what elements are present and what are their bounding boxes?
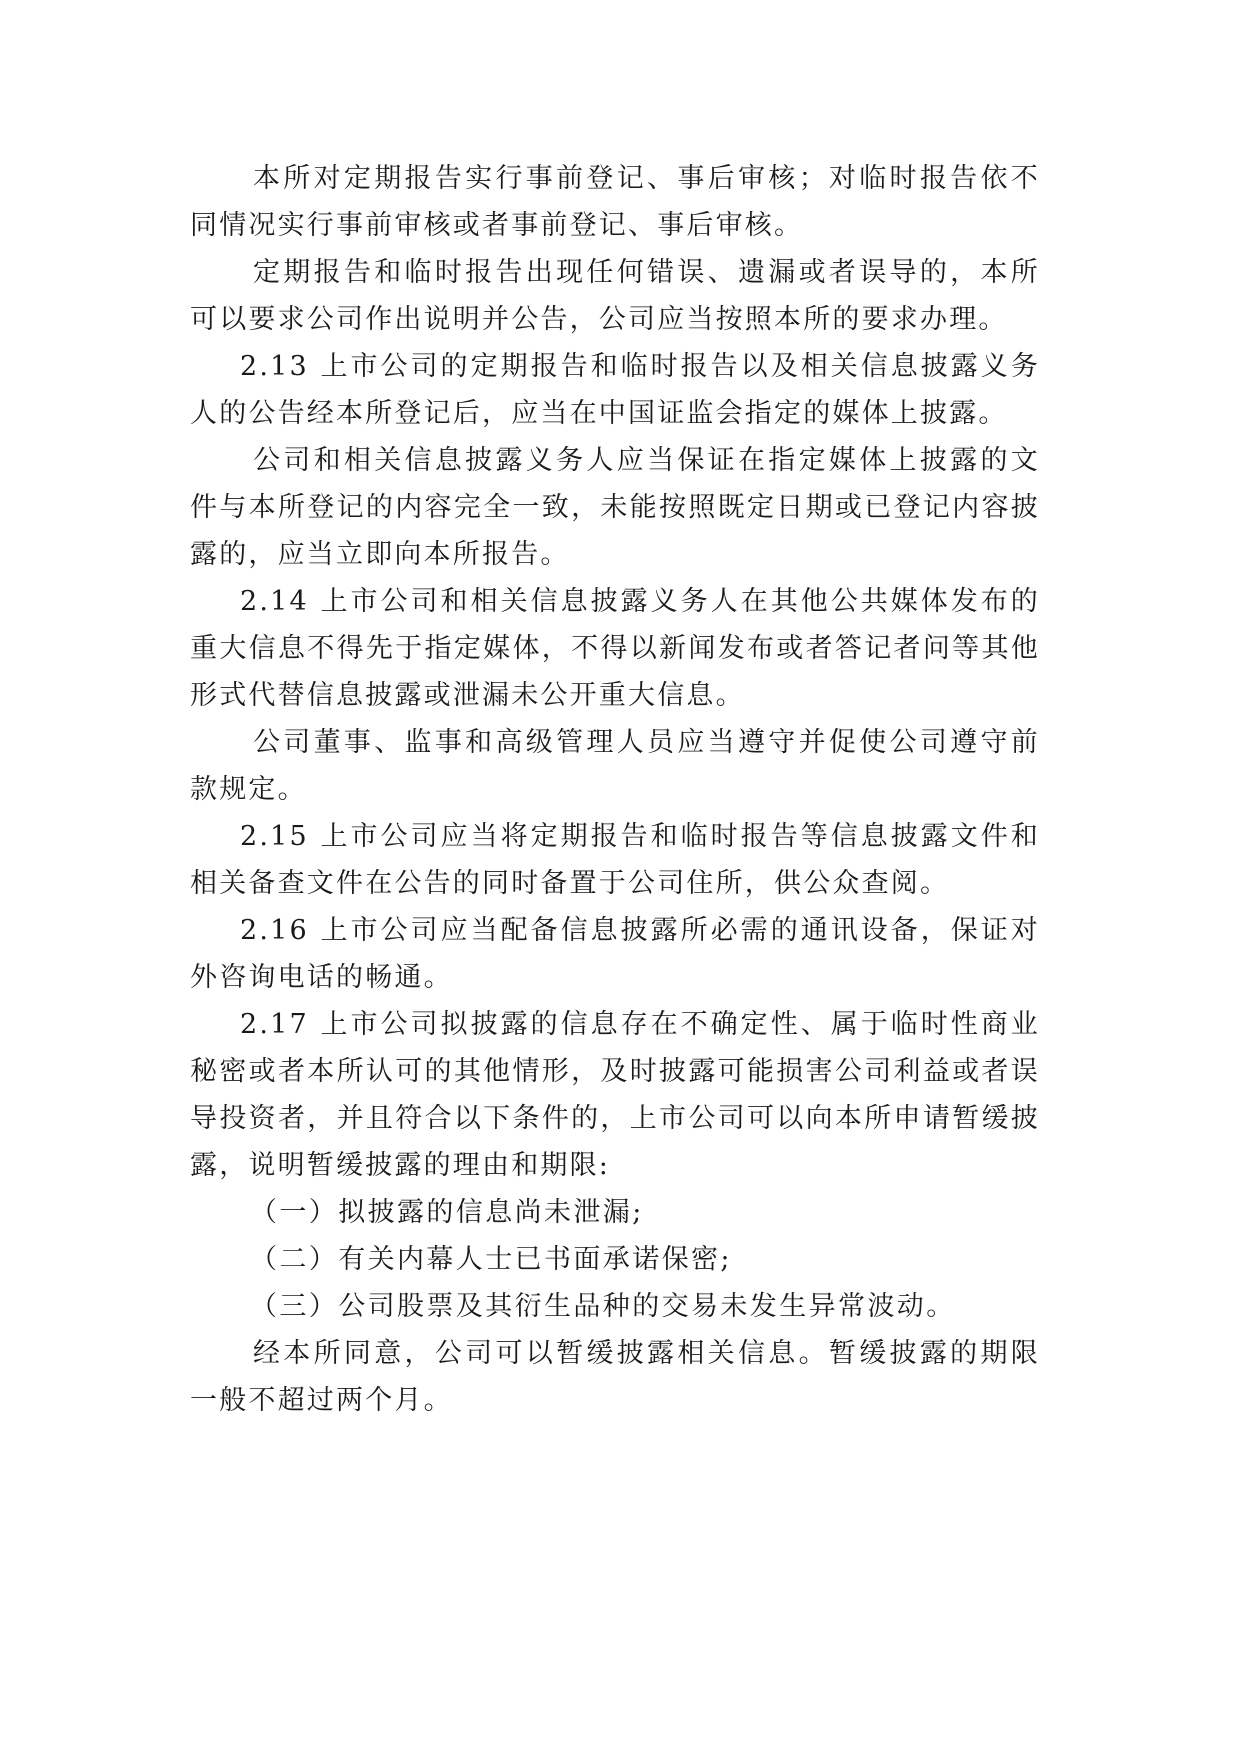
paragraph-2-16: 2.16 上市公司应当配备信息披露所必需的通讯设备，保证对外咨询电话的畅通。 — [190, 915, 1040, 993]
paragraph-deferral-period: 经本所同意，公司可以暂缓披露相关信息。暂缓披露的期限一般不超过两个月。 — [190, 1338, 1040, 1416]
paragraph-2-17: 2.17 上市公司拟披露的信息存在不确定性、属于临时性商业秘密或者本所认可的其他情形，及时披露可能损害公司利益或者误导投资者，并且符合以下条件的，上市公司可以向本所申请暂缓披露，说明暂缓披露的理由和期限: — [190, 1009, 1040, 1181]
paragraph-errors-explanation: 定期报告和临时报告出现任何错误、遗漏或者误导的，本所可以要求公司作出说明并公告，公司应当按照本所的要求办理。 — [190, 257, 1040, 335]
condition-item-3: （三）公司股票及其衍生品种的交易未发生异常波动。 — [250, 1291, 956, 1322]
condition-item-2: （二）有关内幕人士已书面承诺保密; — [250, 1244, 732, 1275]
paragraph-directors-compliance: 公司董事、监事和高级管理人员应当遵守并促使公司遵守前款规定。 — [190, 727, 1040, 805]
document-body — [190, 155, 1040, 1424]
paragraph-2-13: 2.13 上市公司的定期报告和临时报告以及相关信息披露义务人的公告经本所登记后，应当在中国证监会指定的媒体上披露。 — [190, 351, 1040, 429]
paragraph-media-consistency: 公司和相关信息披露义务人应当保证在指定媒体上披露的文件与本所登记的内容完全一致，未能按照既定日期或已登记内容披露的，应当立即向本所报告。 — [190, 445, 1040, 570]
paragraph-registration-review: 本所对定期报告实行事前登记、事后审核；对临时报告依不同情况实行事前审核或者事前登记、事后审核。 — [190, 163, 1040, 241]
condition-item-1: （一）拟披露的信息尚未泄漏; — [250, 1197, 644, 1228]
paragraph-2-15: 2.15 上市公司应当将定期报告和临时报告等信息披露文件和相关备查文件在公告的同时备置于公司住所，供公众查阅。 — [190, 821, 1040, 899]
paragraph-2-14: 2.14 上市公司和相关信息披露义务人在其他公共媒体发布的重大信息不得先于指定媒体，不得以新闻发布或者答记者问等其他形式代替信息披露或泄漏未公开重大信息。 — [190, 586, 1040, 711]
